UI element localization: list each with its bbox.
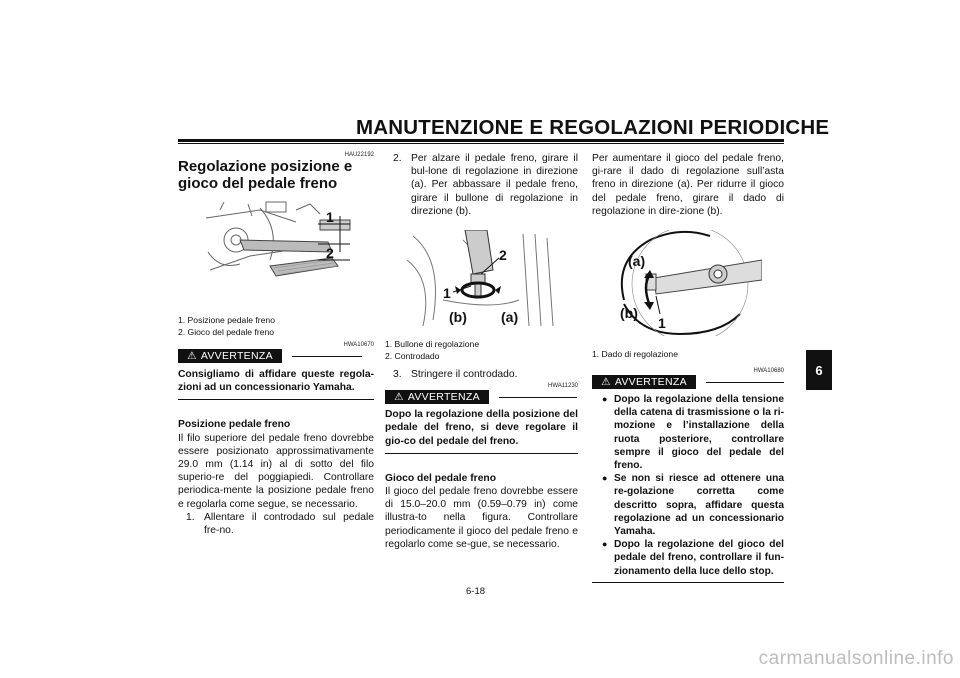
warning-header (592, 375, 784, 389)
adjust-bolt-figure (403, 230, 555, 326)
subheading: Posizione pedale freno (178, 419, 291, 431)
warning-rule (499, 397, 577, 398)
watermark: carmanualsonline.info (758, 648, 954, 669)
step-item (385, 368, 578, 381)
column-1 (178, 152, 374, 537)
brake-pedal-illustration (200, 200, 352, 296)
section-heading: Regolazione posizione e gioco del pedale freno (178, 158, 353, 192)
warning-end-rule (178, 399, 374, 400)
warning-badge (592, 375, 696, 389)
paragraph: Il gioco del pedale freno dovrebbe essere di 15.0–20.0 mm (0.59–0.79 in) come illustra-to nella figura. Controllare periodicamente il gioco del pedale freno e regolarlo come se-gue, se necessario. (385, 486, 578, 550)
figure-label-1: 1 (443, 285, 451, 302)
figure-captions (592, 348, 784, 360)
adjust-bolt-illustration (403, 230, 555, 326)
figure-label-a: (a) (628, 253, 646, 270)
paragraph: Il filo superiore del pedale freno dovrebbe essere posizionato approssimativamente 29.0 mm (1.14 in) al di sotto del filo superio-re del poggiapiedi. Controllare periodica-mente la posizione pedale freno e regolarla come segue, se necessario. (178, 432, 374, 510)
column-3 (592, 152, 784, 583)
warning-code: HWA10670 (343, 342, 374, 348)
warning-badge (178, 349, 282, 363)
warning-label: AVVERTENZA (200, 350, 273, 362)
warning-badge (385, 390, 489, 404)
figure-label-2: 2 (499, 247, 507, 264)
figure-label-2: 2 (326, 245, 334, 261)
step-number: 1. (186, 511, 195, 523)
caption: 1. Bullone di regolazione (385, 339, 480, 350)
page-title: MANUTENZIONE E REGOLAZIONI PERIODICHE (356, 116, 830, 139)
bullet-icon: ● (602, 473, 608, 484)
warning-text: Consigliamo di affidare queste regola-zioni ad un concessionario Yamaha. (178, 369, 374, 394)
section-code: HAU22192 (344, 152, 374, 158)
header-rule-thin (178, 143, 784, 144)
warning-text: Dopo la regolazione della posizione del pedale del freno, si deve regolare il gio-co del pedale del freno. (385, 409, 578, 447)
figure-label-b: (b) (620, 305, 638, 322)
warning-header (178, 349, 374, 363)
bullet-icon: ● (602, 394, 608, 405)
warning-end-rule (385, 453, 578, 454)
warning-bullet: ● Se non si riesce ad ottenere una re-golazione corretta come descritto sopra, affidare questa regolazione ad un concessionario Yamaha. (602, 473, 784, 538)
step-item (178, 511, 374, 537)
adjust-nut-illustration (610, 230, 762, 336)
figure-captions (385, 338, 578, 362)
warning-icon: ⚠ (394, 391, 404, 404)
step-number: 2. (393, 153, 402, 164)
brake-pedal-figure (200, 200, 352, 296)
warning-label: AVVERTENZA (407, 391, 480, 404)
caption: 1. Posizione pedale freno (178, 315, 275, 325)
caption: 2. Controdado (385, 351, 440, 362)
subheading: Gioco del pedale freno (385, 472, 496, 484)
warning-end-rule (592, 582, 784, 583)
warning-bullets (592, 393, 784, 578)
bullet-icon: ● (602, 539, 608, 550)
figure-label-1: 1 (658, 315, 666, 332)
caption: 1. Dado di regolazione (592, 349, 678, 360)
page-number: 6-18 (466, 586, 486, 597)
caption: 2. Gioco del pedale freno (178, 327, 275, 337)
step-item (385, 152, 578, 218)
step-text: Allentare il controdado sul pedale fre-no. (204, 511, 374, 537)
step-text: Per alzare il pedale freno, girare il bul-lone di regolazione in direzione (a). Per abbassare il pedale freno, girare il bullone di regolazione in direzione (b). (411, 153, 578, 217)
warning-rule (292, 356, 362, 357)
warning-code: HWA11230 (547, 383, 578, 390)
step-text: Stringere il controdado. (411, 369, 518, 381)
paragraph: Per aumentare il gioco del pedale freno, gi-rare il dado di regolazione sull’asta freno in direzione (a). Per ridurre il gioco del pedale freno, girare il dado di regolazione in dire-zione (b). (592, 153, 784, 217)
figure-label-a: (a) (501, 309, 519, 326)
warning-icon: ⚠ (187, 350, 197, 362)
adjust-nut-figure (610, 230, 762, 336)
warning-bullet: ● Dopo la regolazione della tensione della catena di trasmissione o la ri-mozione e l’installazione della ruota posteriore, controllare sempre il gioco del pedale del freno. (602, 394, 784, 472)
warning-header (385, 390, 578, 404)
warning-bullet: ● Dopo la regolazione del gioco del pedale del freno, controllare il fun-zionamento della luce dello stop. (602, 539, 784, 577)
warning-rule (706, 382, 784, 383)
chapter-tab: 6 (806, 350, 832, 390)
warning-icon: ⚠ (601, 376, 611, 389)
column-2 (385, 152, 578, 551)
step-number: 3. (393, 369, 402, 381)
figure-captions (178, 314, 374, 338)
header-rule (178, 139, 784, 142)
figure-label-1: 1 (326, 209, 334, 225)
warning-code: HWA10680 (753, 368, 784, 375)
warning-label: AVVERTENZA (614, 376, 687, 389)
figure-label-b: (b) (449, 309, 467, 326)
